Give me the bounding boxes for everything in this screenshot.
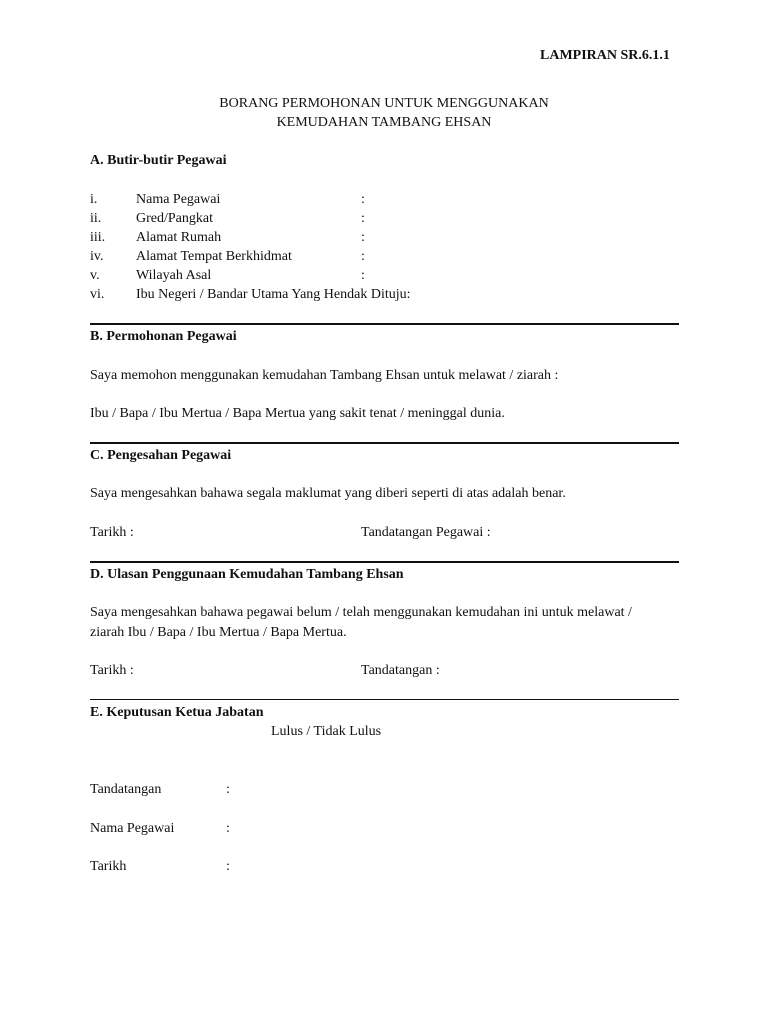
- section-c-signature-label: Tandatangan Pegawai :: [361, 525, 491, 540]
- item-colon: :: [361, 268, 365, 283]
- section-d-heading: D. Ulasan Penggunaan Kemudahan Tambang Ehsan: [90, 567, 404, 582]
- section-divider: [90, 699, 679, 700]
- approval-field-label: Tarikh: [90, 859, 127, 874]
- item-label: Nama Pegawai: [136, 192, 221, 207]
- item-colon: :: [361, 230, 365, 245]
- approval-field-label: Nama Pegawai: [90, 821, 175, 836]
- item-number: i.: [90, 192, 98, 207]
- section-d-statement-line-1: Saya mengesahkan bahawa pegawai belum / telah menggunakan kemudahan ini untuk melawat /: [90, 605, 632, 620]
- section-c-date-label: Tarikh :: [90, 525, 134, 540]
- approval-field-colon: :: [226, 782, 230, 797]
- section-c-heading: C. Pengesahan Pegawai: [90, 448, 232, 463]
- form-title-line-2: KEMUDAHAN TAMBANG EHSAN: [276, 115, 492, 130]
- approval-field-colon: :: [226, 859, 230, 874]
- section-divider: [90, 561, 679, 563]
- reference-code: LAMPIRAN SR.6.1.1: [540, 48, 670, 63]
- item-colon: :: [361, 249, 365, 264]
- section-d-statement-line-2: ziarah Ibu / Bapa / Ibu Mertua / Bapa Mertua.: [90, 625, 347, 640]
- decision-options: Lulus / Tidak Lulus: [271, 724, 382, 739]
- item-number: ii.: [90, 211, 102, 226]
- approval-field-label: Tandatangan: [90, 782, 162, 797]
- item-number: iv.: [90, 249, 104, 264]
- item-colon: :: [361, 211, 365, 226]
- section-b-relation-text: Ibu / Bapa / Ibu Mertua / Bapa Mertua yang sakit tenat / meninggal dunia.: [90, 406, 505, 421]
- item-colon: :: [361, 192, 365, 207]
- section-b-request-text: Saya memohon menggunakan kemudahan Tambang Ehsan untuk melawat / ziarah :: [90, 368, 559, 383]
- item-number: iii.: [90, 230, 106, 245]
- section-d-date-label: Tarikh :: [90, 663, 134, 678]
- item-label: Wilayah Asal: [136, 268, 212, 283]
- item-label: Gred/Pangkat: [136, 211, 213, 226]
- section-a-heading: A. Butir-butir Pegawai: [90, 153, 227, 168]
- section-divider: [90, 323, 679, 325]
- section-b-heading: B. Permohonan Pegawai: [90, 329, 237, 344]
- item-label: Alamat Rumah: [136, 230, 222, 245]
- section-e-heading: E. Keputusan Ketua Jabatan: [90, 705, 264, 720]
- section-d-signature-label: Tandatangan :: [361, 663, 440, 678]
- item-number: v.: [90, 268, 100, 283]
- section-c-statement: Saya mengesahkan bahawa segala maklumat yang diberi seperti di atas adalah benar.: [90, 486, 566, 501]
- section-divider: [90, 442, 679, 444]
- form-title-line-1: BORANG PERMOHONAN UNTUK MENGGUNAKAN: [219, 96, 549, 111]
- item-number: vi.: [90, 287, 105, 302]
- item-label: Alamat Tempat Berkhidmat: [136, 249, 292, 264]
- approval-field-colon: :: [226, 821, 230, 836]
- item-label: Ibu Negeri / Bandar Utama Yang Hendak Dituju:: [136, 287, 411, 302]
